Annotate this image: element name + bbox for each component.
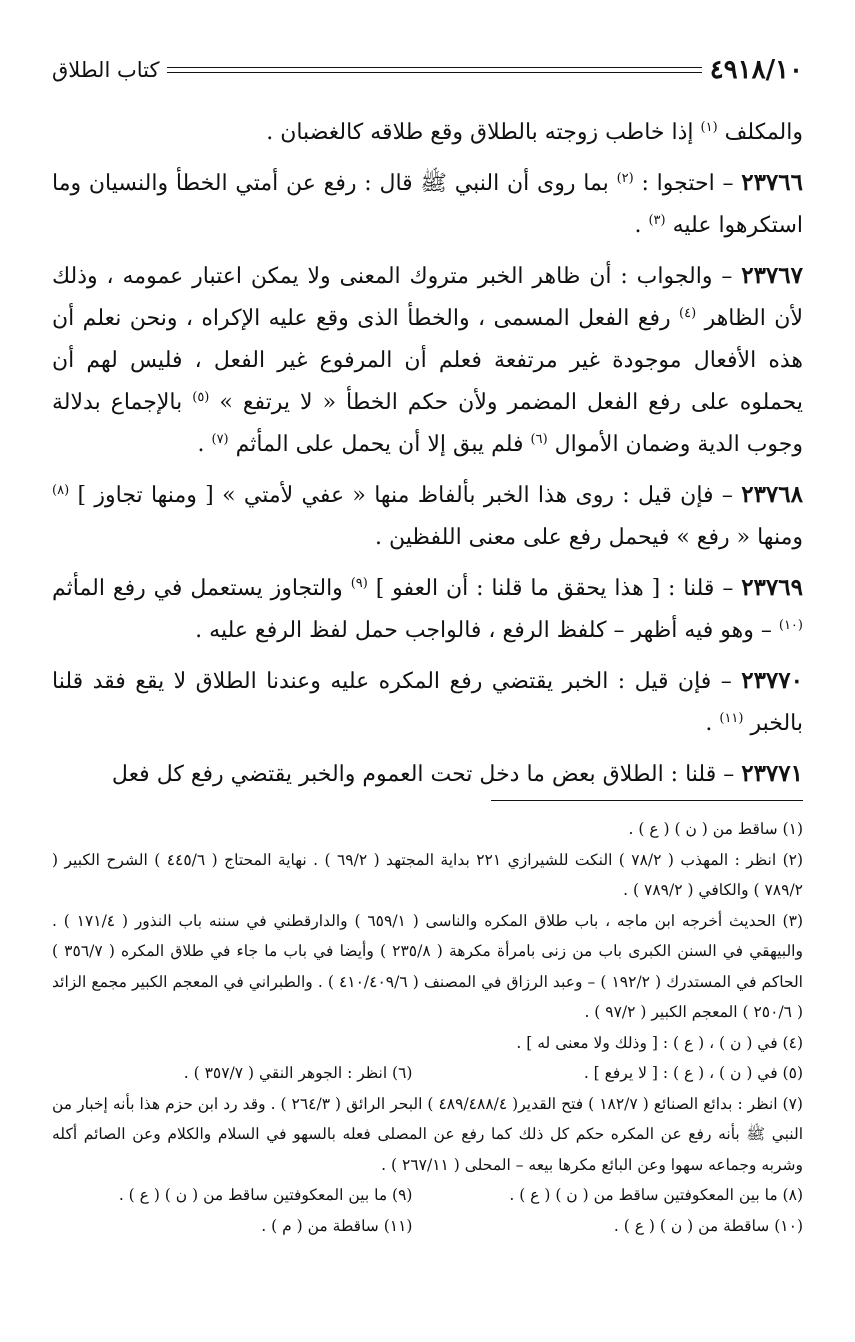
paragraph — [52, 112, 803, 154]
paragraph-text: والمكلف $^{(١)}$ إذا خاطب زوجته بالطلاق وقع طلاقه كالغضبان . — [266, 120, 803, 145]
page-number: ٤٩١٨/١٠ — [709, 55, 803, 85]
paragraph-number: ٢٣٧٦٨ — [741, 481, 803, 508]
footnote-row — [52, 1211, 803, 1242]
paragraph-text: – فإن قيل : الخبر يقتضي رفع المكره عليه وعندنا الطلاق لا يقع فقد قلنا بالخبر $^{(١١)}$ . — [52, 669, 803, 736]
book-page — [52, 0, 803, 1342]
paragraph-number: ٢٣٧٦٧ — [741, 262, 803, 289]
paragraph-number: ٢٣٧٧٠ — [741, 667, 803, 694]
footnote: (١) ساقط من ( ن ) ( ع ) . — [628, 820, 803, 838]
paragraph-text: – قلنا : [ هذا يحقق ما قلنا : أن العفو ] $^{(٩)}$ والتجاوز يستعمل في رفع المأثم $^{(١٠)}$ – وهو فيه أظهر – كلفظ الرفع ، فالواجب حمل لفظ الرفع عليه . — [52, 576, 803, 643]
book-title: كتاب الطلاق — [52, 58, 160, 82]
paragraph-text: – احتجوا : $^{(٢)}$ بما روى أن النبي ﷺ قال : رفع عن أمتي الخطأ والنسيان وما استكرهوا عليه $^{(٣)}$ . — [52, 171, 803, 238]
paragraph-text: – قلنا : الطلاق بعض ما دخل تحت العموم والخبر يقتضي رفع كل فعل — [111, 762, 742, 787]
footnote: (١١) ساقطة من ( م ) . — [261, 1216, 413, 1235]
paragraph — [52, 567, 803, 652]
paragraph — [52, 474, 803, 559]
paragraph-text: – والجواب : أن ظاهر الخبر متروك المعنى ولا يمكن اعتبار عمومه ، وذلك لأن الظاهر $^{(٤)}$ رفع الفعل المسمى ، والخطأ الذى وقع عليه الإكراه ، ونحن نعلم أن هذه الأفعال موجودة غير مرتفعة فعلم أن المرفوع غير الفعل ، فليس لهم أن يحملوه على رفع الفعل المضمر ولأن حكم الخطأ « لا يرتفع » $^{(٥)}$ بالإجماع بدلالة وجوب الدية وضمان الأموال $^{(٦)}$ فلم يبق إلا أن يحمل على المأثم $^{(٧)}$ . — [52, 264, 803, 457]
main-text — [52, 112, 803, 804]
paragraph-number: ٢٣٧٦٩ — [741, 574, 803, 601]
footnote: (١٠) ساقطة من ( ن ) ( ع ) . — [613, 1216, 803, 1235]
footnote-row — [52, 1180, 803, 1211]
footnote: (٨) ما بين المعكوفتين ساقط من ( ن ) ( ع ) . — [509, 1186, 803, 1204]
paragraph — [52, 660, 803, 745]
footnote: (٩) ما بين المعكوفتين ساقط من ( ن ) ( ع ) . — [118, 1186, 413, 1204]
footnote: (٥) في ( ن ) ، ( ع ) : [ لا يرفع ] . — [583, 1064, 803, 1082]
paragraph-text: – فإن قيل : روى هذا الخبر بألفاظ منها « عفي لأمتي » [ ومنها تجاوز ] $^{(٨)}$ ومنها « رفع » فيحمل رفع على معنى اللفظين . — [52, 483, 803, 550]
paragraph-number: ٢٣٧٧١ — [741, 760, 803, 787]
footnote: (٧) انظر : بدائع الصنائع ( ١٨٢/٧ ) فتح القدير( ٤٨٩/٤٨٨/٤ ) البحر الرائق ( ٢٦٤/٣ ) . وقد رد ابن حزم هذا بأنه إخبار من النبي ﷺ بأنه رفع عن المكره حكم كل ذلك كما رفع عن المصلى فعله بالسهو في السلام والكلام وعن الصائم أكله وشربه وجماعه سهوا وعن البائع مكرها بيعه – المحلى ( ٢٦٧/١١ ) . — [52, 1094, 803, 1174]
paragraph — [52, 753, 803, 796]
paragraph — [52, 162, 803, 247]
footnote: (٤) في ( ن ) ، ( ع ) : [ وذلك ولا معنى له ] . — [516, 1033, 803, 1052]
footnote-separator — [491, 800, 803, 801]
footnote: (٦) انظر : الجوهر النقي ( ٣٥٧/٧ ) . — [183, 1064, 413, 1082]
footnotes — [52, 814, 803, 1241]
page-header — [52, 52, 803, 88]
footnote: (٢) انظر : المهذب ( ٧٨/٢ ) النكت للشيرازي ٢٢١ بداية المجتهد ( ٦٩/٢ ) . نهاية المحتاج ( ٤٤٥/٦ ) الشرح الكبير ( ٧٨٩/٢ ) والكافي ( ٧٨٩/٢ ) . — [52, 850, 804, 899]
footnote: (٣) الحديث أخرجه ابن ماجه ، باب طلاق المكره والناسى ( ٦٥٩/١ ) والدارقطني في سننه باب النذور ( ١٧١/٤ ) . والبيهقي في السنن الكبرى باب من زنى بامرأة مكرهة ( ٢٣٥/٨ ) وأيضا في باب ما جاء في طلاق المكره ( ٣٥٦/٧ ) الحاكم في المستدرك ( ١٩٢/٢ ) – وعبد الرزاق في المصنف ( ٤١٠/٤٠٩/٦ ) . والطبراني في المعجم الكبير مجمع الزائد ( ٢٥٠/٦ ) المعجم الكبير ( ٩٧/٢ ) . — [52, 911, 803, 1021]
paragraph-number: ٢٣٧٦٦ — [741, 169, 803, 196]
paragraph — [52, 255, 803, 466]
footnote-row — [52, 1058, 803, 1089]
header-rule — [167, 67, 701, 73]
